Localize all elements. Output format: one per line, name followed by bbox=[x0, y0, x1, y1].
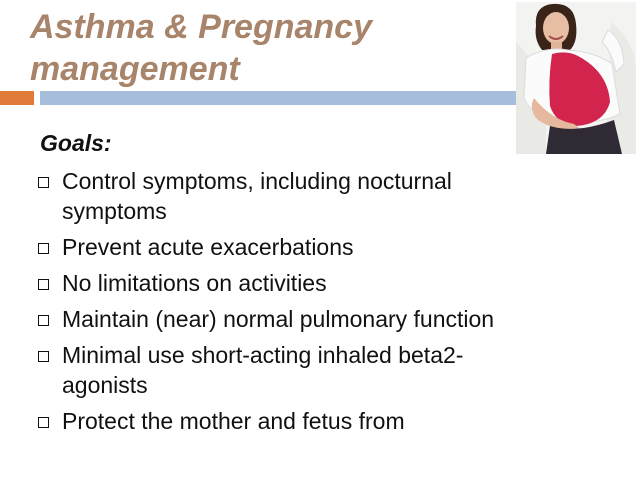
pregnant-woman-photo bbox=[516, 2, 636, 154]
square-bullet-icon bbox=[38, 243, 49, 254]
goal-bullet-text: Maintain (near) normal pulmonary function bbox=[62, 306, 495, 332]
square-bullet-icon bbox=[38, 351, 49, 362]
goal-bullet-text: No limitations on activities bbox=[62, 270, 327, 296]
goal-bullet-item bbox=[38, 166, 538, 226]
goal-bullet-text: Control symptoms, including nocturnal symptoms bbox=[62, 168, 452, 224]
goal-bullet-item bbox=[38, 340, 538, 400]
goal-bullet-text: Prevent acute exacerbations bbox=[62, 234, 354, 260]
square-bullet-icon bbox=[38, 315, 49, 326]
goals-bullet-list bbox=[38, 166, 538, 442]
goal-bullet-item bbox=[38, 406, 538, 436]
goal-bullet-item bbox=[38, 304, 538, 334]
goal-bullet-text: Minimal use short-acting inhaled beta2-agonists bbox=[62, 342, 464, 398]
slide-title: Asthma & Pregnancy management bbox=[30, 8, 372, 88]
goal-bullet-item bbox=[38, 232, 538, 262]
title-accent-bar bbox=[0, 91, 34, 105]
goal-bullet-text: Protect the mother and fetus from bbox=[62, 408, 405, 434]
square-bullet-icon bbox=[38, 279, 49, 290]
goal-bullet-item bbox=[38, 268, 538, 298]
title-underline-bar bbox=[40, 91, 516, 105]
square-bullet-icon bbox=[38, 417, 49, 428]
goals-heading: Goals: bbox=[40, 130, 112, 156]
square-bullet-icon bbox=[38, 177, 49, 188]
